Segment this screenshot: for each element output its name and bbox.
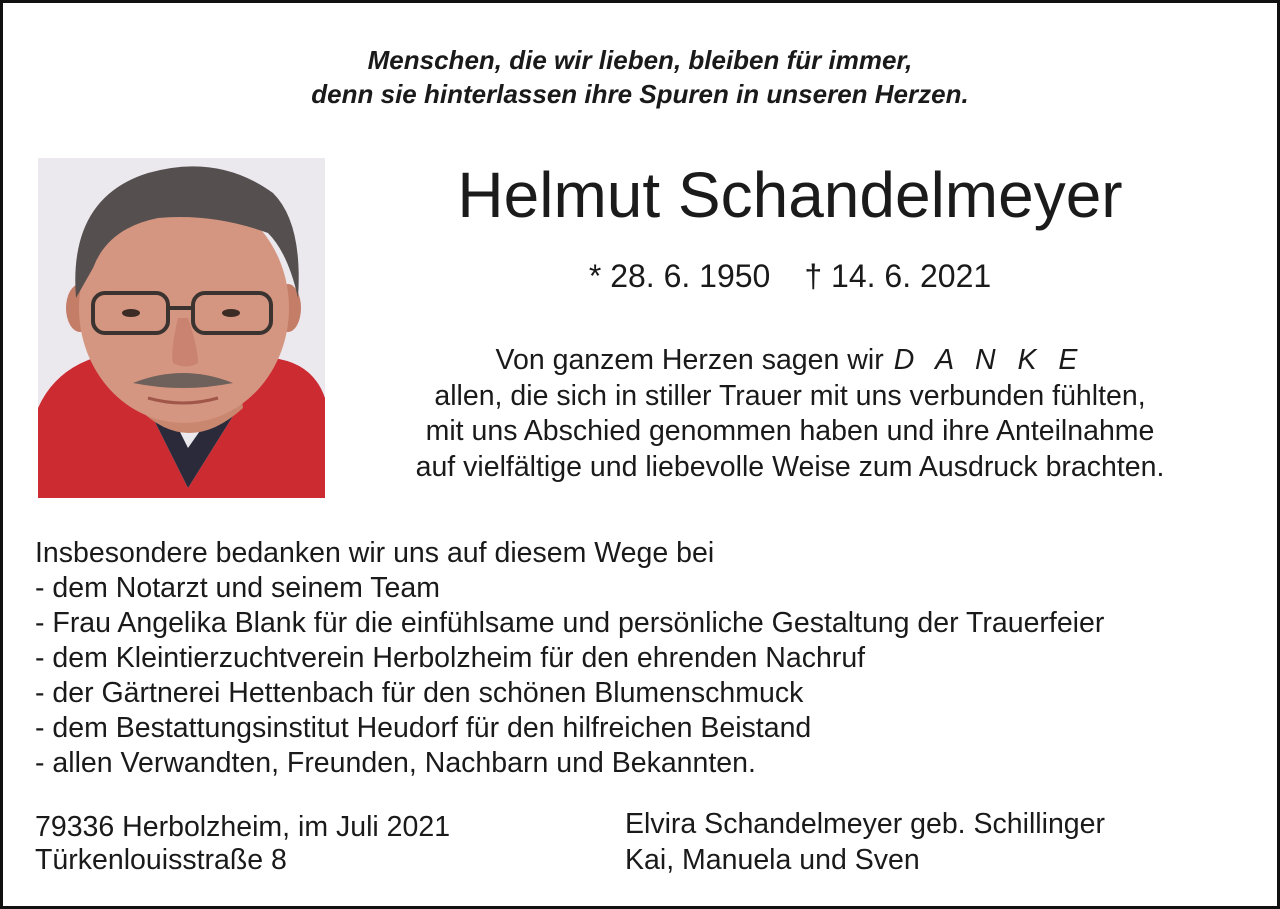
signer-line: Elvira Schandelmeyer geb. Schillinger — [625, 808, 1105, 840]
thanks-line: allen, die sich in stiller Trauer mit uns verbunden fühlten, — [434, 379, 1146, 412]
thanks-line: mit uns Abschied genommen haben und ihre Anteilnahme — [425, 415, 1155, 447]
address-line: Türkenlouisstraße 8 — [35, 844, 287, 876]
location-line: 79336 Herbolzheim, im Juli 2021 — [35, 811, 451, 843]
signers-block — [625, 806, 1105, 878]
motto-quote — [3, 43, 1277, 111]
special-thanks-item: - dem Bestattungsinstitut Heudorf für den hilfreichen Beistand — [35, 712, 812, 744]
life-dates — [343, 256, 1237, 296]
special-thanks-item: - Frau Angelika Blank für die einfühlsame und persönliche Gestaltung der Trauerfeier — [35, 607, 1105, 639]
location-block — [35, 811, 450, 877]
special-thanks-heading: Insbesondere bedanken wir uns auf diesem Wege bei — [35, 537, 715, 569]
portrait-image — [38, 158, 325, 498]
thanks-intro: Von ganzem Herzen sagen wir — [495, 344, 884, 376]
thanks-line: auf vielfältige und liebevolle Weise zum Ausdruck brachten. — [415, 450, 1165, 483]
danke-word: D A N K E — [893, 344, 1085, 376]
death-date: † 14. 6. 2021 — [804, 258, 992, 294]
deceased-name: Helmut Schandelmeyer — [457, 159, 1123, 231]
thanks-intro-line — [333, 343, 1247, 379]
motto-line-1: Menschen, die wir lieben, bleiben für immer, — [367, 45, 913, 75]
portrait-photo — [38, 158, 325, 498]
special-thanks-item: - allen Verwandten, Freunden, Nachbarn und Bekannten. — [35, 747, 756, 779]
thanks-block — [333, 343, 1247, 485]
birth-date: * 28. 6. 1950 — [588, 258, 771, 294]
special-thanks — [35, 536, 1265, 781]
motto-line-2: denn sie hinterlassen ihre Spuren in unseren Herzen. — [311, 79, 969, 109]
special-thanks-item: - dem Notarzt und seinem Team — [35, 572, 440, 604]
special-thanks-item: - der Gärtnerei Hettenbach für den schönen Blumenschmuck — [35, 677, 804, 709]
signer-line: Kai, Manuela und Sven — [625, 844, 920, 876]
special-thanks-item: - dem Kleintierzuchtverein Herbolzheim für den ehrenden Nachruf — [35, 642, 866, 674]
